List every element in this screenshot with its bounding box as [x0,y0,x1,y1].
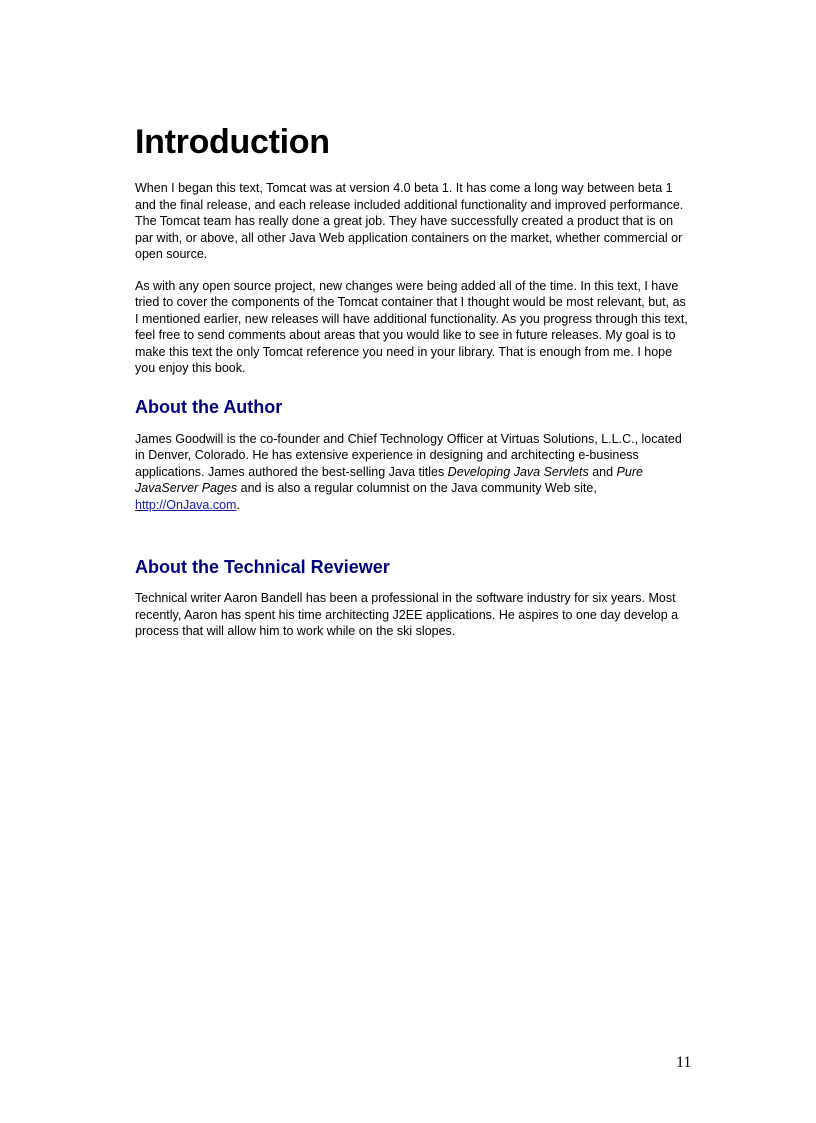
page-content [135,120,691,640]
page-title: Introduction [135,123,330,161]
book-title-pure-javaserver-pages: Pure JavaServer Pages [135,464,643,495]
onjava-link[interactable]: http://OnJava.com [135,497,237,512]
author-text-part-2: and [588,464,617,479]
about-author-heading: About the Author [135,396,283,417]
about-reviewer-paragraph: Technical writer Aaron Bandell has been a professional in the software industry for six years. Most recently, Aaron has spent his time architecting J2EE applications. He aspires to one day develop a process that will allow him to work while on the ski slopes. [135,591,679,638]
book-title-developing-java-servlets: Developing Java Servlets [447,464,589,479]
page-number: 11 [676,1054,692,1071]
author-text-part-1: James Goodwill is the co-founder and Chief Technology Officer at Virtuas Solutions, L.L.C., located in Denver, Colorado. He has extensive experience in designing and architecting e-business applications. James authored the best-selling Java titles [135,431,682,479]
about-author-paragraph [135,431,691,514]
author-text-part-3: and is also a regular columnist on the Java community Web site, [237,481,597,495]
author-text-part-4: . [236,497,240,512]
about-reviewer-heading: About the Technical Reviewer [135,557,390,577]
intro-paragraph-2: As with any open source project, new changes were being added all of the time. In this text, I have tried to cover the components of the Tomcat container that I thought would be most relevant, but, as I mentioned earlier, new releases will have additional functionality. As you progress through this text, feel free to send comments about areas that you would like to see in future releases. My goal is to make this text the only Tomcat reference you need in your library. That is enough from me. I hope you enjoy this book. [135,278,688,375]
intro-paragraph-1: When I began this text, Tomcat was at version 4.0 beta 1. It has come a long way between beta 1 and the final release, and each release included additional functionality and improved performance. The Tomcat team has really done a great job. They have successfully created a product that is on par with, or above, all other Java Web application containers on the market, whether commercial or open source. [135,181,684,261]
